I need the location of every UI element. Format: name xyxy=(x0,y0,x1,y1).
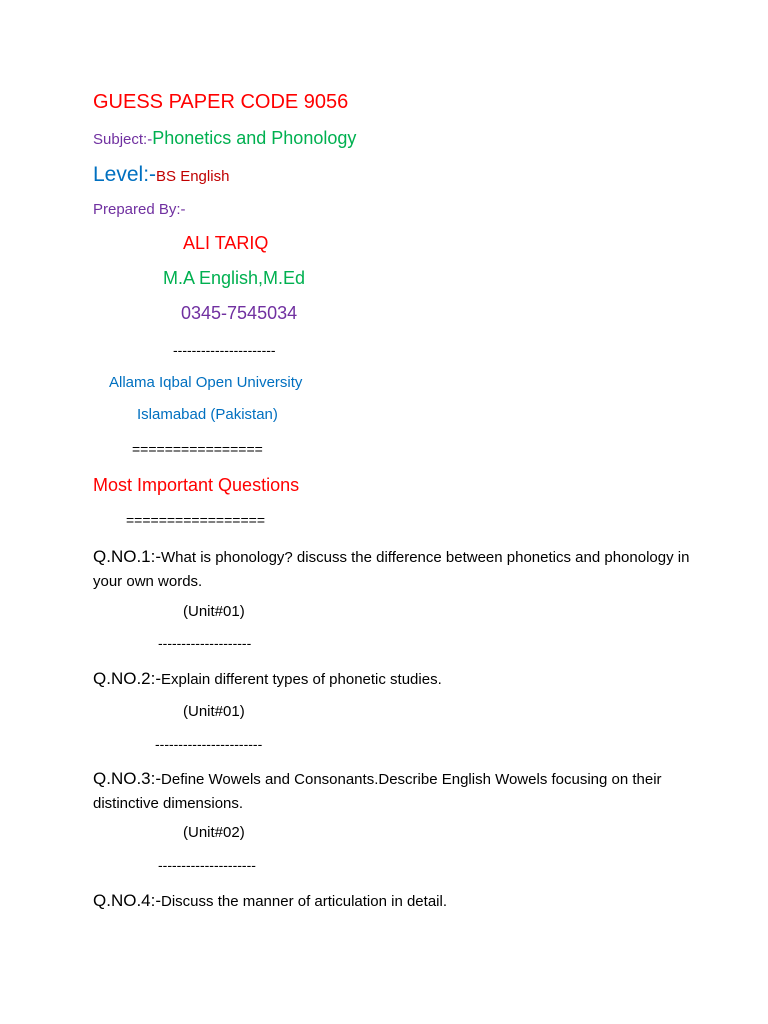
level-label: Level:- xyxy=(93,163,157,186)
subject-label: Subject:- xyxy=(93,131,153,148)
level-line xyxy=(93,162,229,187)
question-text: Define Wowels and Consonants.Describe English Wowels focusing on their distinctive dimensions. xyxy=(93,771,662,812)
question-text: Discuss the manner of articulation in detail. xyxy=(161,893,447,910)
question-1-unit: (Unit#01) xyxy=(183,603,245,620)
university-name: Allama Iqbal Open University xyxy=(109,374,303,391)
author-qualification: M.A English,M.Ed xyxy=(163,268,306,288)
question-3-unit: (Unit#02) xyxy=(183,824,245,841)
question-1 xyxy=(93,545,693,594)
question-label: Q.NO.3:- xyxy=(93,769,162,788)
divider: ================= xyxy=(126,512,265,528)
question-text: Explain different types of phonetic studies. xyxy=(161,671,442,688)
university-city: Islamabad (Pakistan) xyxy=(137,406,278,423)
question-2 xyxy=(93,667,693,692)
level-value: BS English xyxy=(156,168,230,185)
divider: --------------------- xyxy=(158,857,256,873)
subject-value: Phonetics and Phonology xyxy=(152,128,357,148)
question-4 xyxy=(93,889,693,914)
prepared-by-label: Prepared By:- xyxy=(93,201,186,218)
section-title: Most Important Questions xyxy=(93,475,300,495)
question-3 xyxy=(93,767,693,816)
author-name: ALI TARIQ xyxy=(183,233,269,253)
divider: ---------------------- xyxy=(173,342,276,358)
question-2-unit: (Unit#01) xyxy=(183,703,245,720)
divider: ----------------------- xyxy=(155,736,263,752)
question-label: Q.NO.1:- xyxy=(93,547,162,566)
question-text: What is phonology? discuss the difference between phonetics and phonology in your own words. xyxy=(93,549,690,590)
question-label: Q.NO.4:- xyxy=(93,891,162,910)
question-label: Q.NO.2:- xyxy=(93,669,162,688)
subject-line xyxy=(93,128,356,150)
divider: -------------------- xyxy=(158,635,252,651)
divider: ================ xyxy=(132,441,263,457)
author-phone: 0345-7545034 xyxy=(181,303,298,323)
document-title: GUESS PAPER CODE 9056 xyxy=(93,91,349,113)
